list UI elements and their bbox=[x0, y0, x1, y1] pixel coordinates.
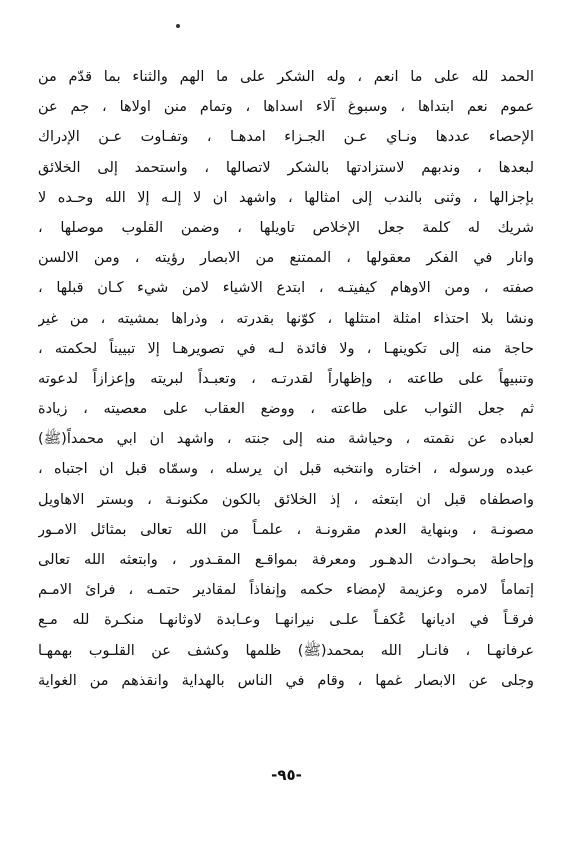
text-line: بإجزالها ، وثنى بالندب إلى امثالها ، واشهد ان لا إلـه إلا الله وحـده لا bbox=[38, 189, 534, 206]
text-line: عموم نعم ابتداها ، وسبوغ آلاء اسداها ، وتمام منن اولاها ، جم عن bbox=[38, 99, 534, 116]
text-line: واصطفاه قبل ان ابتعثه ، إذ الخلائق بالكون مكنونـة ، وبستر الاهاويل bbox=[38, 491, 534, 508]
text-line: فرقـاً في اديانها عُكفـاً علـى نيرانهـا وعـابدة لاوثانهـا منكـرة لله مـع bbox=[38, 612, 534, 629]
text-line: صفته ، ومن الاوهام كيفيتـه ، ابتدع الاشياء لامن شيء كـان قبلها ، bbox=[38, 280, 534, 297]
text-line: الحمد لله على ما انعم ، وله الشكر على ما الهم والثناء بما قدّم من bbox=[38, 69, 534, 85]
ink-dot bbox=[176, 24, 180, 28]
text-line: وانار في الفكر معقولها ، الممتنع من الابصار رؤيته ، ومن الالسن bbox=[38, 250, 534, 267]
text-line: لبعدها ، وندبهم لاستزادتها بالشكر لاتصالها ، واستحمد إلى الخلائق bbox=[38, 159, 534, 176]
text-line: ثم جعل الثواب على طاعته ، ووضع العقاب على معصيته ، زيادة bbox=[38, 401, 534, 418]
text-line: عرفانهـا ، فانـار الله بمحمد(ﷺ) ظلمها وكشف عن القلـوب بهمهـا bbox=[38, 642, 534, 659]
page-number: -٩٥- bbox=[271, 766, 302, 784]
text-line: شريك له كلمة جعل الإخلاص تاويلها ، وضمن القلوب موصلها ، bbox=[38, 219, 534, 236]
text-line: مصونـة ، وبنهاية العدم مقرونـة ، علمـاً من الله تعالى بمثائل الامـور bbox=[38, 521, 534, 538]
text-line: ونشا بلا احتذاء امثلة امتثلها ، كوّنها بقدرته ، وذراها بمشيته ، من غير bbox=[38, 310, 534, 327]
body-text bbox=[38, 62, 534, 696]
text-line: وتنبيهاً على طاعته ، وإظهاراً لقدرتـه ، وتعبـداً لبريته وإعزازاً لدعوته bbox=[38, 370, 534, 387]
text-line: وإحاطة بحـوادث الدهـور ومعرفة بمواقـع المقـدور ، وابتعثه الله تعالى bbox=[38, 552, 534, 568]
text-line: عبده ورسوله ، اختاره وانتخبه قبل ان يرسله ، وسمّاه قبل ان اجتباه ، bbox=[38, 461, 534, 478]
text-line: وجلى عن الابصار غمها ، وقام في الناس بالهداية وانقذهم من الغواية bbox=[38, 672, 534, 689]
text-line: حاجة منه إلى تكوينهـا ، ولا فائدة لـه في تصويرهـا إلا تبييناً لحكمته ، bbox=[38, 340, 534, 357]
text-line: الإحصاء عددها ونـاي عـن الجـزاء امدهـا ، وتفـاوت عـن الإدراك bbox=[38, 129, 534, 146]
text-line: لعباده عن نقمته ، وحياشة منه إلى جنته ، واشهد ان ابي محمداً(ﷺ) bbox=[38, 431, 534, 448]
text-line: إتماماً لامره وعزيمة لإمضاء حكمه وإنفاذاً لمقادير حتمـه ، فرائ الامـم bbox=[38, 582, 534, 599]
